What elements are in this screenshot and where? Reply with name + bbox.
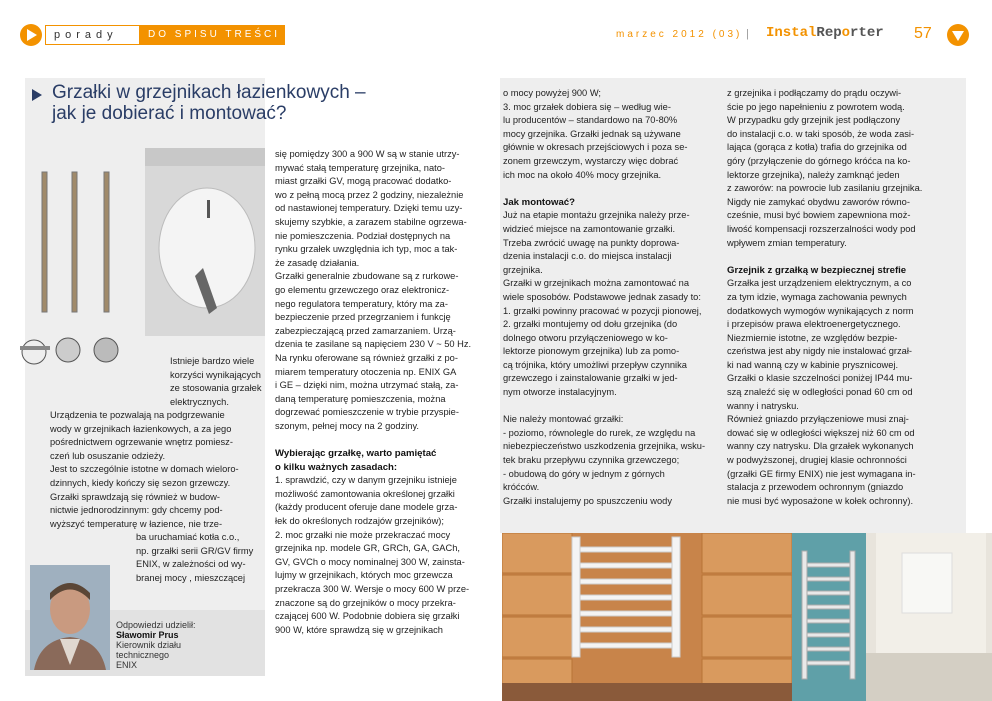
brand-logo: InstalReporter bbox=[766, 25, 884, 41]
bathroom-radiator-photo-2 bbox=[792, 533, 866, 701]
section-label: porady bbox=[45, 25, 140, 45]
article-title: Grzałki w grzejnikach łazienkowych – jak je dobierać i montować? bbox=[52, 82, 366, 124]
issue-date: marzec 2012 (03) bbox=[616, 29, 743, 40]
col3-heading: Jak montować? bbox=[503, 196, 575, 208]
toc-link[interactable]: DO SPISU TREŚCI bbox=[140, 25, 285, 45]
page-number: 57 bbox=[914, 25, 932, 42]
col4-heading: Grzejnik z grzałką w bezpiecznej strefie bbox=[727, 264, 907, 276]
column-3: o mocy powyżej 900 W; 3. moc grzałek dobiera się – według wie- lu producentów – standardowo na 70-80% mocy grzejnika. Grzałki jednak są używane głównie w okresach przejściowych i poza se- zonem grzewczym, wystarczy więc dobrać ich moc na około 40% mocy grzejnika. Jak montować? Już na etapie montażu grzejnika należy prze- widzieć miejsce na zamontowanie grzałki. Trzeba zwrócić uwagę na punkty doprowa- dzenia instalacji c.o. do miejsca instalacji grzejnika. Grzałki w grzejnikach można zamontować na wiele sposobów. Podstawowe jednak zasady to: 1. grzałki powinny pracować w pozycji pionowej, 2. grzałki montujemy od dołu grzejnika (do dolnego otworu przyłączeniowego w ko- lektorze pionowym grzejnika) lub za pomo- cą trójnika, który umożliwi przepływ czynnika grzewczego i zainstalowanie grzałki w jed- nym otworze instalacyjnym. Nie należy montować grzałki: - poziomo, równolegle do rurek, ze względu na niebezpieczeństwo uszkodzenia grzejnika, wsku- tek braku przepływu czynnika grzewczego; - obudową do góry w jednym z górnych króćców. Grzałki instalujemy po spuszczeniu wody bbox=[503, 87, 721, 508]
heater-elements-image bbox=[18, 168, 128, 368]
author-portrait bbox=[30, 565, 110, 670]
bathroom-radiator-photo-1 bbox=[502, 533, 792, 701]
title-arrow-icon bbox=[32, 89, 42, 101]
column-2: się pomiędzy 300 a 900 W są w stanie utrzy- mywać stałą temperaturę grzejnika, nato- miast grzałki GV, mogą pracować dodatko- wo z pełną mocą przez 2 godziny, niezależnie od nastawionej temperatury. Dzięki temu uzy- skujemy szybkie, a zarazem stabilne ogrzewa- nie pomieszczenia. Podział dostępnych na rynku grzałek uwzględnia ich typ, moc a tak- że zasadę działania. Grzałki generalnie zbudowane są z rurkowe- go elementu grzewczego oraz elektronicz- nego regulatora temperatury, który ma za- bezpieczenie przed przegrzaniem i funkcję zabezpieczającą przed zamarzaniem. Urzą- dzenia te zasilane są napięciem 230 V ~ 50 Hz. Na rynku oferowane są również grzałki z po- miarem temperatury otoczenia np. ENIX GA i GE – dzięki nim, można utrzymać stałą, za- daną temperaturę pomieszczenia, można dogrzewać pomieszczenie w trybie przyspie- szonym, pełnej mocy na 2 godziny. Wybierając grzałkę, warto pamiętać o kilku ważnych zasadach: 1. sprawdzić, czy w danym grzejniku istnieje możliwość zamontowania określonej grzałki (każdy producent oferuje dane modele grza- łek do określonych rodzajów grzejników); 2. moc grzałki nie może przekraczać mocy grzejnika np. modele GR, GRCh, GA, GACh, GV, GVCh o mocy nominalnej 300 W, zainsta- lujmy w grzejnikach, których moc grzewcza przekracza 300 W. Wersje o mocy 600 W prze- znaczone są do grzejników o mocy przekra- czającej 600 W. Podobnie dobiera się grzałki 900 W, które sprawdzą się w grzejnikach bbox=[275, 148, 497, 637]
image-caption: Istnieje bardzo wiele korzyści wynikających ze stosowania grzałek elektrycznych. bbox=[170, 356, 262, 407]
column-1: Urządzenia te pozwalają na podgrzewanie wody w grzejnikach łazienkowych, a za jego pośrednictwem ogrzewanie wnętrz pomiesz- czeń lub osuszanie odzieży. Jest to szczególnie istotne w domach wieloro- dzinnych, kiedy kończy się sezon grzewczy. Grzałki sprawdzają się również w budow- nictwie jednorodzinnym: gdy chcemy pod- wyższyć temperaturę w łazience, nie trze- bbox=[50, 410, 239, 529]
col2-heading: Wybierając grzałkę, warto pamiętać bbox=[275, 448, 437, 460]
column-4: z grzejnika i podłączamy do prądu oczywi- ście po jego napełnieniu z powrotem wodą. W przypadku gdy grzejnik jest podłączony do instalacji c.o. w taki sposób, że woda zasi- lająca (gorąca z kotła) trafia do grzejnika od góry (przyłączenie do górnego króćca na ko- lektorze grzejnika), należy zamknąć jeden z zaworów: na powrocie lub zasilaniu grzejnika. Nigdy nie zamykać obydwu zaworów równo- cześnie, musi być bowiem zapewniona moż- liwość kompensacji rozszerzalności wody pod wpływem zmian temperatury. Grzejnik z grzałką w bezpiecznej strefie Grzałka jest urządzeniem elektrycznym, a co za tym idzie, wymaga zachowania pewnych dodatkowych wymogów wynikających z norm i przepisów prawa elektroenergetycznego. Niezmiernie istotne, ze względów bezpie- czeństwa jest aby nigdy nie instalować grzał- ki nad wanną czy w kabinie prysznicowej. Grzałki o klasie szczelności poniżej IP44 mu- szą znaleźć się w odległości ponad 60 cm od wanny i natrysku. Również gniazdo przyłączeniowe musi znaj- dować się w odległości większej niż 60 cm od wanny czy natrysku. Dla grzałek wykonanych w podwyższonej, drugiej klasie ochronności (grzałki GE firmy ENIX) nie jest wymagana in- stalacja z przewodem ochronnym (gniazdo nie musi być wyposażone w kołek ochronny). bbox=[727, 87, 967, 508]
bathroom-photo-3 bbox=[866, 533, 992, 701]
play-circle-icon[interactable] bbox=[20, 24, 42, 46]
answer-credit: Odpowiedzi udzielił: Sławomir Prus Kierownik działu technicznego ENIX bbox=[116, 620, 196, 670]
column-1-indent: ba uruchamiać kotła c.o., np. grzałki serii GR/GV firmy ENIX, w zależności od wy- branej mocy , mieszczącej bbox=[136, 532, 254, 583]
down-circle-icon[interactable] bbox=[947, 24, 969, 46]
header-separator: | bbox=[746, 28, 749, 40]
heater-closeup-image bbox=[145, 148, 265, 336]
